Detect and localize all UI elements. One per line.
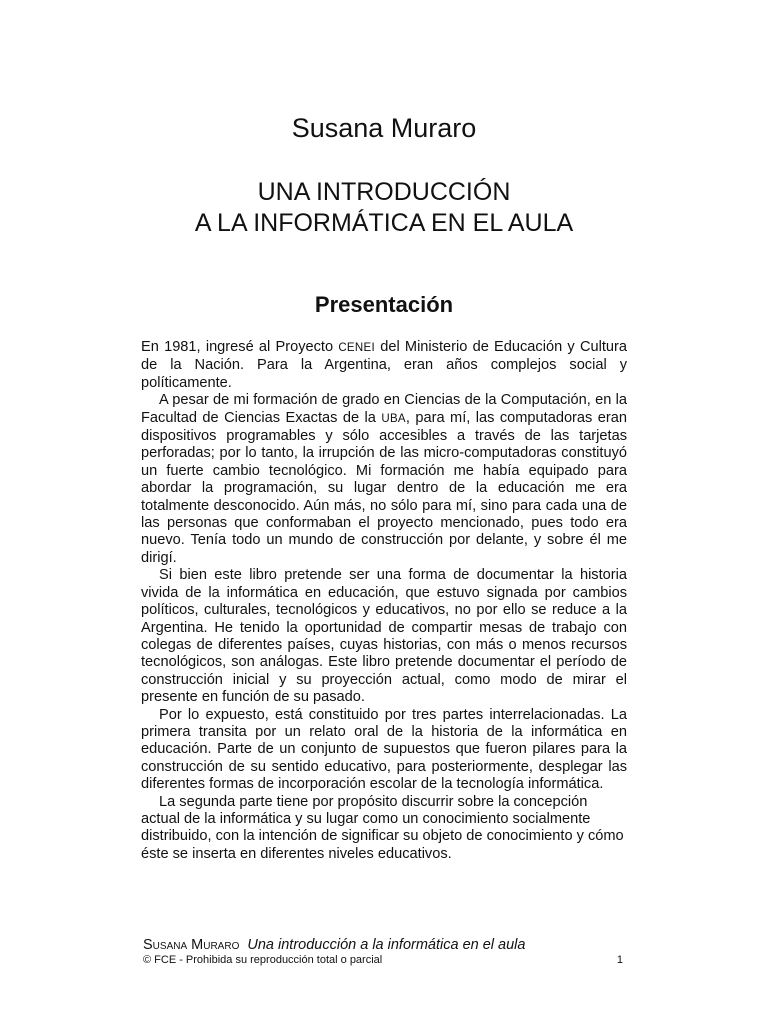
author-name: Susana Muraro [291, 113, 477, 143]
paragraph-4: Por lo expuesto, está constituido por tres partes interrelacionadas. La primera transita por un relato oral de la historia de la informática en educación. Parte de un conjunto de supuestos que fueron pilares para la construcción de su sentido educativo, para posteriormente, desplegar las diferentes formas de incorporación escolar de la tecnología informática. [141, 706, 627, 793]
book-title-line-1: UNA INTRODUCCIÓN [257, 178, 511, 206]
acronym-cenei: CENEI [338, 342, 375, 354]
paragraph-3: Si bien este libro pretende ser una forma de documentar la historia vivida de la informática en educación, que estuvo signada por cambios políticos, culturales, tecnológicos y educativos, no por ello se reduce a la Argentina. He tenido la oportunidad de compartir mesas de trabajo con colegas de diferentes países, cuyas historias, con más o menos recursos tecnológicos, son análogas. Este libro pretende documentar el período de construcción inicial y su proyección actual, como modo de mirar el presente en función de su pasado. [141, 567, 627, 706]
footer-book-title: Una introducción a la informática en el aula [247, 937, 526, 953]
body-text [141, 339, 627, 863]
book-title-line-2: A LA INFORMÁTICA EN EL AULA [194, 209, 574, 237]
paragraph-2-text-b: , para mí, las computadoras eran dispositivos programables y sólo accesibles a través de las tarjetas perforadas; por lo tanto, la irrupción de las micro-computadoras constituyó un fuerte cambio tecnológico. Mi formación me había equipado para abordar la programación, su lugar dentro de la educación me era totalmente desconocido. Aún más, no sólo para mí, sino para cada una de las personas que conformaban el proyecto mencionado, pues todo era nuevo. Tenía todo un mundo de construcción por delante, y sobre él me dirigí. [141, 409, 627, 566]
paragraph-2-text-a: A pesar de mi formación de grado en Ciencias de la Computación, en la Facultad de Ciencias Exactas de la [141, 392, 627, 426]
footer-author: Susana Muraro [143, 937, 240, 953]
section-heading: Presentación [314, 292, 454, 317]
paragraph-1 [141, 339, 627, 392]
page-number: 1 [616, 954, 623, 966]
footer-running-title [143, 936, 525, 954]
paragraph-5: La segunda parte tiene por propósito discurrir sobre la concepción actual de la informática y su lugar como un conocimiento socialmente distribuido, con la intención de significar su objeto de conocimiento y cómo éste se inserta en diferentes niveles educativos. [141, 793, 624, 862]
footer-copyright: © FCE - Prohibida su reproducción total o parcial [143, 954, 383, 966]
paragraph-1-text-b: del Ministerio de Educación y Cultura de la Nación. Para la Argentina, eran años complejos social y políticamente. [141, 339, 627, 391]
acronym-uba: UBA [381, 412, 406, 425]
paragraph-2 [141, 392, 627, 567]
book-title [0, 177, 768, 239]
paragraph-1-text-a: En 1981, ingresé al Proyecto [141, 339, 339, 355]
footer-copyright-line [143, 953, 623, 968]
